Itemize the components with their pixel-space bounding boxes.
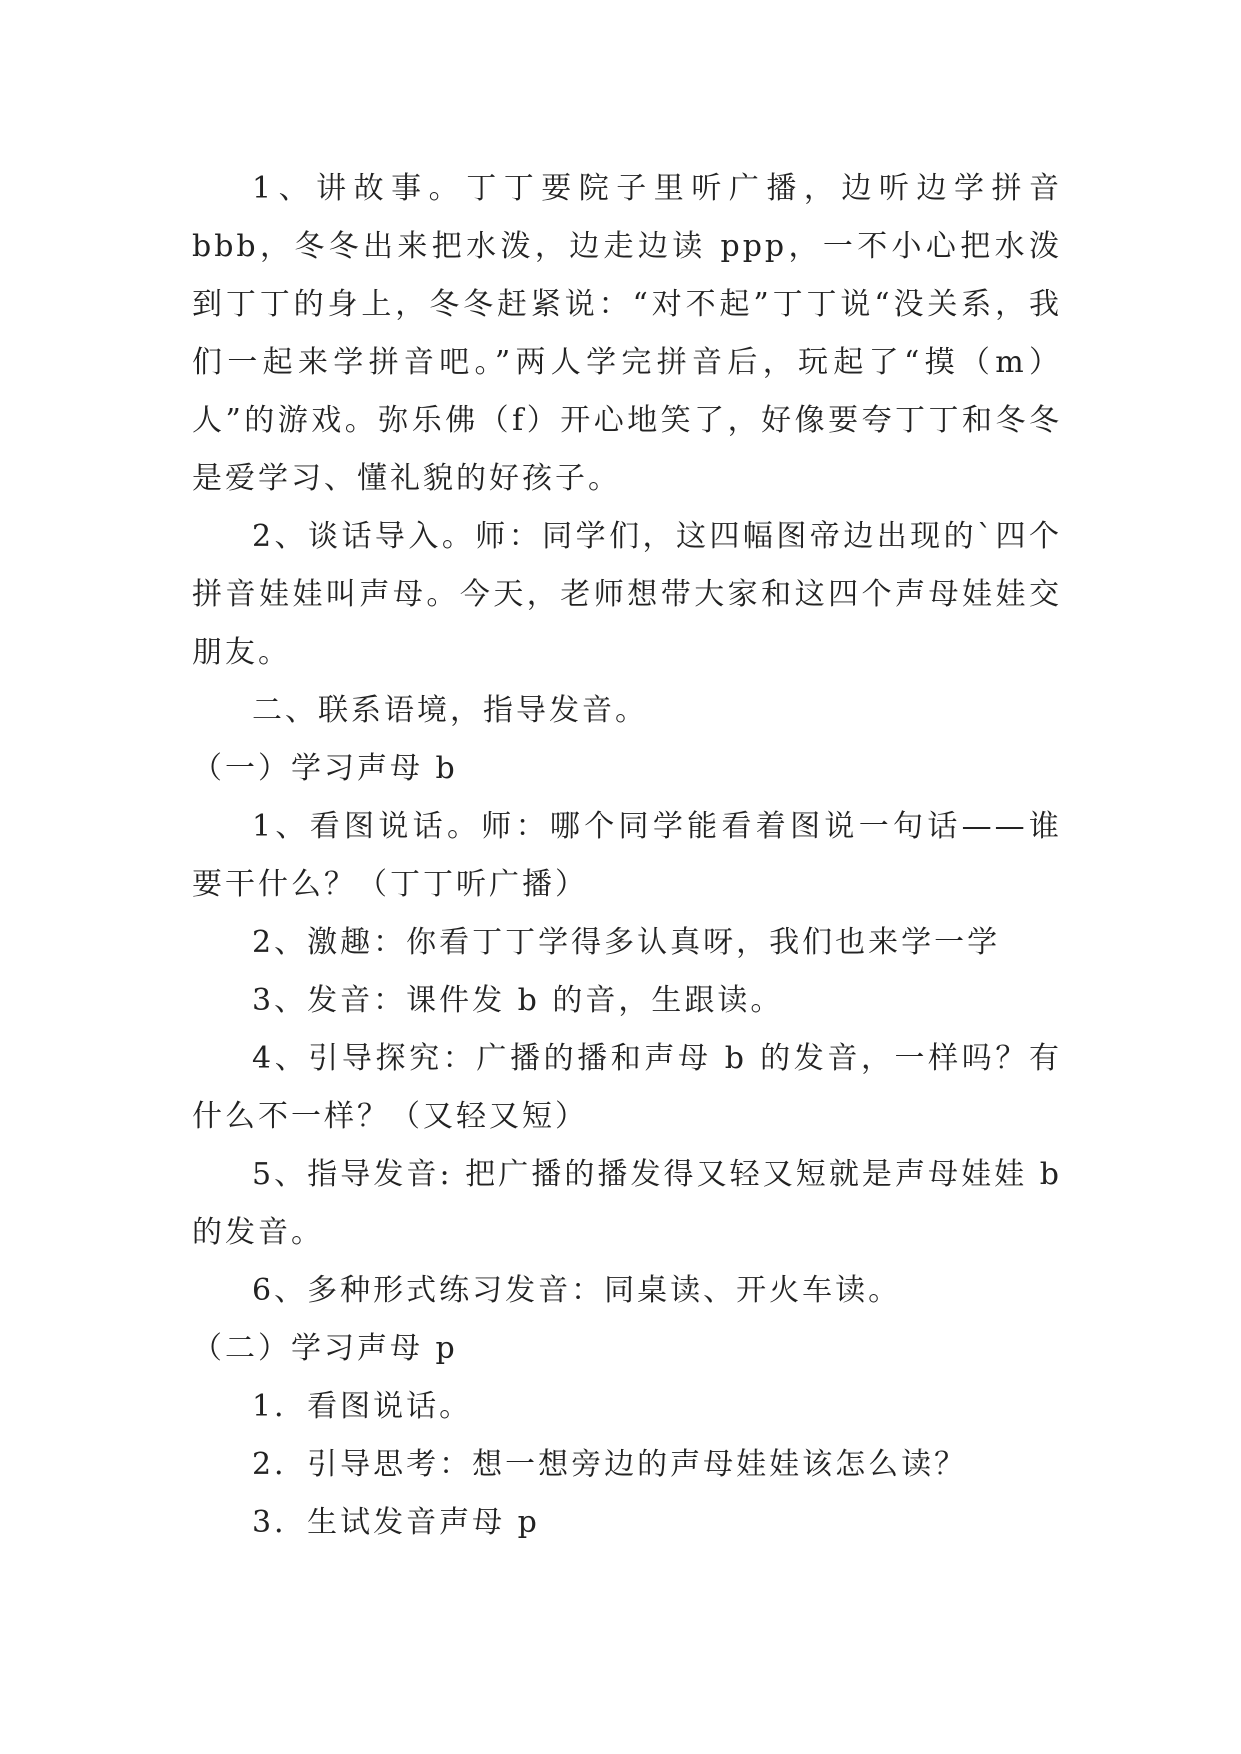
- section-heading-pronunciation: 二、联系语境，指导发音。: [252, 693, 648, 728]
- subsection-heading-p: （二）学习声母 p: [192, 1331, 458, 1366]
- paragraph-b-step-1: 1、看图说话。师：哪个同学能看着图说一句话——谁要干什么？（丁丁听广播）: [192, 809, 1062, 902]
- paragraph-intro: 2、谈话导入。师：同学们，这四幅图帝边出现的`四个拼音娃娃叫声母。今天，老师想带大家和这四个声母娃娃交朋友。: [192, 519, 1062, 670]
- paragraph-b-step-6: 6、多种形式练习发音：同桌读、开火车读。: [252, 1273, 902, 1308]
- paragraph-p-step-3: 3．生试发音声母 p: [252, 1505, 540, 1540]
- document-body: [192, 160, 1062, 1552]
- paragraph-b-step-5: 5、指导发音: 把广播的播发得又轻又短就是声母娃娃 b 的发音。: [192, 1157, 1062, 1250]
- paragraph-b-step-3: 3、发音：课件发 b 的音，生跟读。: [252, 983, 784, 1018]
- subsection-heading-b: （一）学习声母 b: [192, 751, 458, 786]
- paragraph-story: 1、讲故事。丁丁要院子里听广播，边听边学拼音 bbb，冬冬出来把水泼，边走边读 ppp，一不小心把水泼到丁丁的身上，冬冬赶紧说：“对不起”丁丁说“没关系，我们一起来学拼音吧。”两人学完拼音后，玩起了“摸（m）人”的游戏。弥乐佛（f）开心地笑了，好像要夸丁丁和冬冬是爱学习、懂礼貌的好孩子。: [192, 171, 1062, 496]
- paragraph-p-step-1: 1．看图说话。: [252, 1389, 473, 1424]
- paragraph-b-step-2: 2、激趣：你看丁丁学得多认真呀，我们也来学一学: [252, 925, 1001, 960]
- paragraph-p-step-2: 2．引导思考：想一想旁边的声母娃娃该怎么读？: [252, 1447, 968, 1482]
- paragraph-b-step-4: 4、引导探究：广播的播和声母 b 的发音，一样吗？有什么不一样？（又轻又短）: [192, 1041, 1062, 1134]
